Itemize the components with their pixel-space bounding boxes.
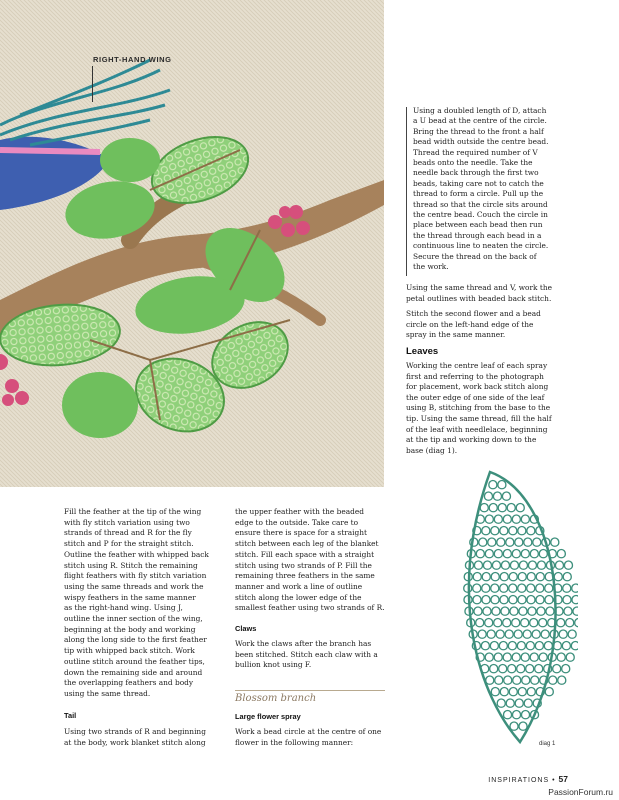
text-line: stitch along the lower edge of the: [235, 592, 362, 602]
wing-label: RIGHT-HAND WING: [93, 55, 172, 64]
text-line: Work the claws after the branch has: [235, 639, 372, 648]
text-line: circle on the left-hand edge of the: [406, 319, 534, 329]
text-line: tip with whipped back stitch. Work: [64, 646, 195, 656]
leaves-heading: Leaves: [406, 346, 439, 357]
text-line: petal outlines with beaded back stitch.: [406, 293, 552, 303]
lace-loop: [575, 619, 578, 627]
text-line: ensure there is space for a straight: [235, 528, 367, 538]
text-line: the thread through each bead in a: [413, 230, 542, 240]
lace-loop: [563, 573, 571, 581]
text-line: of the leaf with needlelace, beginning: [406, 424, 548, 434]
text-line: at the body, work blanket stitch along: [64, 737, 206, 747]
lace-loop: [557, 653, 565, 661]
flower-spray-paragraph: [235, 727, 385, 748]
diagram-label: diag 1: [539, 741, 556, 747]
text-line: at the tip and working down to the: [406, 435, 537, 445]
lace-loop: [563, 596, 571, 604]
lace-loop: [568, 630, 576, 638]
text-line: stitch and P for the straight stitch.: [64, 539, 194, 549]
text-line: thread to form a circle. Pull up the: [413, 189, 544, 199]
second-flower-paragraph: [406, 309, 552, 341]
text-line: along the long side to the first feather: [64, 635, 207, 645]
page-footer: [488, 774, 568, 784]
text-line: stitch using R. Stitch the remaining: [64, 560, 198, 570]
section-rule: [235, 690, 385, 691]
text-line: beginning at the body and working: [64, 624, 196, 634]
magazine-name: INSPIRATIONS: [488, 777, 550, 784]
lace-loop: [554, 573, 562, 581]
lace-loop: [571, 642, 578, 650]
text-line: stitch. Fill each space with a straight: [235, 549, 375, 559]
text-line: edge to the outside. Take care to: [235, 517, 359, 527]
lace-loop: [566, 619, 574, 627]
lace-loop: [572, 584, 578, 592]
text-line: outline the inner section of the wing,: [64, 614, 203, 624]
text-line: with fly stitch variation using two: [64, 517, 190, 527]
text-line: base (diag 1).: [406, 445, 458, 455]
flower-spray-heading: Large flower spray: [235, 712, 301, 721]
claws-heading: Claws: [235, 624, 257, 633]
lace-loop: [573, 607, 578, 615]
text-line: the overlapping feathers and body: [64, 678, 194, 688]
lace-loop: [559, 630, 567, 638]
text-line: spray in the same manner.: [406, 330, 506, 340]
text-line: Stitch the second flower and a bead: [406, 309, 541, 318]
text-line: needle back through the first two: [413, 168, 539, 178]
lace-loop: [551, 538, 559, 546]
text-line: Fill the feather at the tip of the wing: [64, 507, 202, 516]
text-line: beads onto the needle. Take the: [413, 158, 533, 168]
needlelace-diagram: [420, 467, 578, 747]
text-line: using the same threads and work the: [64, 581, 204, 591]
text-line: tip. Using the same thread, fill the half: [406, 413, 552, 423]
wing-label-leader: [92, 66, 93, 102]
text-line: manner and work a line of outline: [235, 581, 363, 591]
lace-loop: [558, 676, 566, 684]
watermark: PassionForum.ru: [548, 787, 613, 797]
lace-loop: [564, 607, 572, 615]
tail-continued-paragraph: [235, 507, 385, 614]
tail-heading: Tail: [64, 711, 77, 720]
text-line: bead width outside the centre bead.: [413, 137, 549, 147]
lace-loop: [557, 619, 565, 627]
text-line: Using the same thread and V, work the: [406, 283, 552, 292]
petal-paragraph: [406, 283, 552, 304]
wing-paragraph: [64, 507, 214, 700]
text-line: strands of thread and R for the fly: [64, 528, 192, 538]
text-line: remaining three feathers in the same: [235, 571, 375, 581]
lace-loop: [564, 561, 572, 569]
text-line: using the same thread.: [64, 688, 151, 698]
text-line: Work a bead circle at the centre of one: [235, 727, 382, 736]
text-line: flight feathers with fly stitch variation: [64, 571, 207, 581]
text-line: first and referring to the photograph: [406, 371, 544, 381]
text-line: the centre bead. Couch the circle in: [413, 210, 548, 220]
text-line: place between each bead then run: [413, 220, 543, 230]
footer-separator: •: [552, 777, 556, 784]
lace-loop: [566, 653, 574, 661]
text-line: Using a doubled length of D, attach: [413, 106, 547, 115]
lace-loop: [549, 676, 557, 684]
text-line: Thread the required number of V: [413, 147, 538, 157]
text-line: the work.: [413, 262, 449, 272]
leaves-paragraph: [406, 361, 552, 456]
lace-loop: [562, 642, 570, 650]
lace-loop: [557, 550, 565, 558]
text-line: Bring the thread to the front a half: [413, 126, 544, 136]
text-line: Working the centre leaf of each spray: [406, 361, 548, 370]
text-line: Using two strands of R and beginning: [64, 727, 206, 736]
text-line: using B, stitching from the base to the: [406, 403, 551, 413]
text-line: for placement, work back stitch along: [406, 382, 549, 392]
text-line: stitch between each leg of the blanket: [235, 539, 379, 549]
embroidery-photo: [0, 0, 384, 487]
tail-paragraph: [64, 727, 214, 748]
lace-loop: [555, 561, 563, 569]
section-title: Blossom branch: [235, 693, 317, 704]
page-number: 57: [558, 774, 568, 784]
text-line: the upper feather with the beaded: [235, 507, 365, 516]
text-line: Outline the feather with whipped back: [64, 549, 209, 559]
claws-paragraph: [235, 639, 385, 671]
text-line: a U bead at the centre of the circle.: [413, 116, 547, 126]
text-line: continuous line to neaten the circle.: [413, 241, 549, 251]
bead-circle-procedure: [413, 106, 553, 273]
text-line: beads, taking care not to catch the: [413, 178, 544, 188]
text-line: wispy feathers in the same manner: [64, 592, 196, 602]
text-line: the outer edge of one side of the leaf: [406, 392, 545, 402]
text-line: outline stitch around the feather tips,: [64, 656, 205, 666]
lace-loop: [553, 665, 561, 673]
text-line: stitch using two strands of P. Fill the: [235, 560, 372, 570]
text-line: flower in the following manner:: [235, 737, 354, 747]
text-line: down the remaining side and around: [64, 667, 203, 677]
text-line: been stitched. Stitch each claw with a: [235, 649, 378, 659]
text-line: smallest feather using two strands of R.: [235, 603, 385, 613]
lace-loop: [563, 584, 571, 592]
lace-loop: [545, 688, 553, 696]
lace-loop: [572, 596, 578, 604]
lace-loop: [562, 665, 570, 673]
indent-rule: [406, 107, 407, 276]
text-line: bullion knot using F.: [235, 660, 312, 670]
text-line: as the right-hand wing. Using J,: [64, 603, 183, 613]
text-line: thread so that the circle sits around: [413, 199, 548, 209]
text-line: Secure the thread on the back of: [413, 251, 537, 261]
